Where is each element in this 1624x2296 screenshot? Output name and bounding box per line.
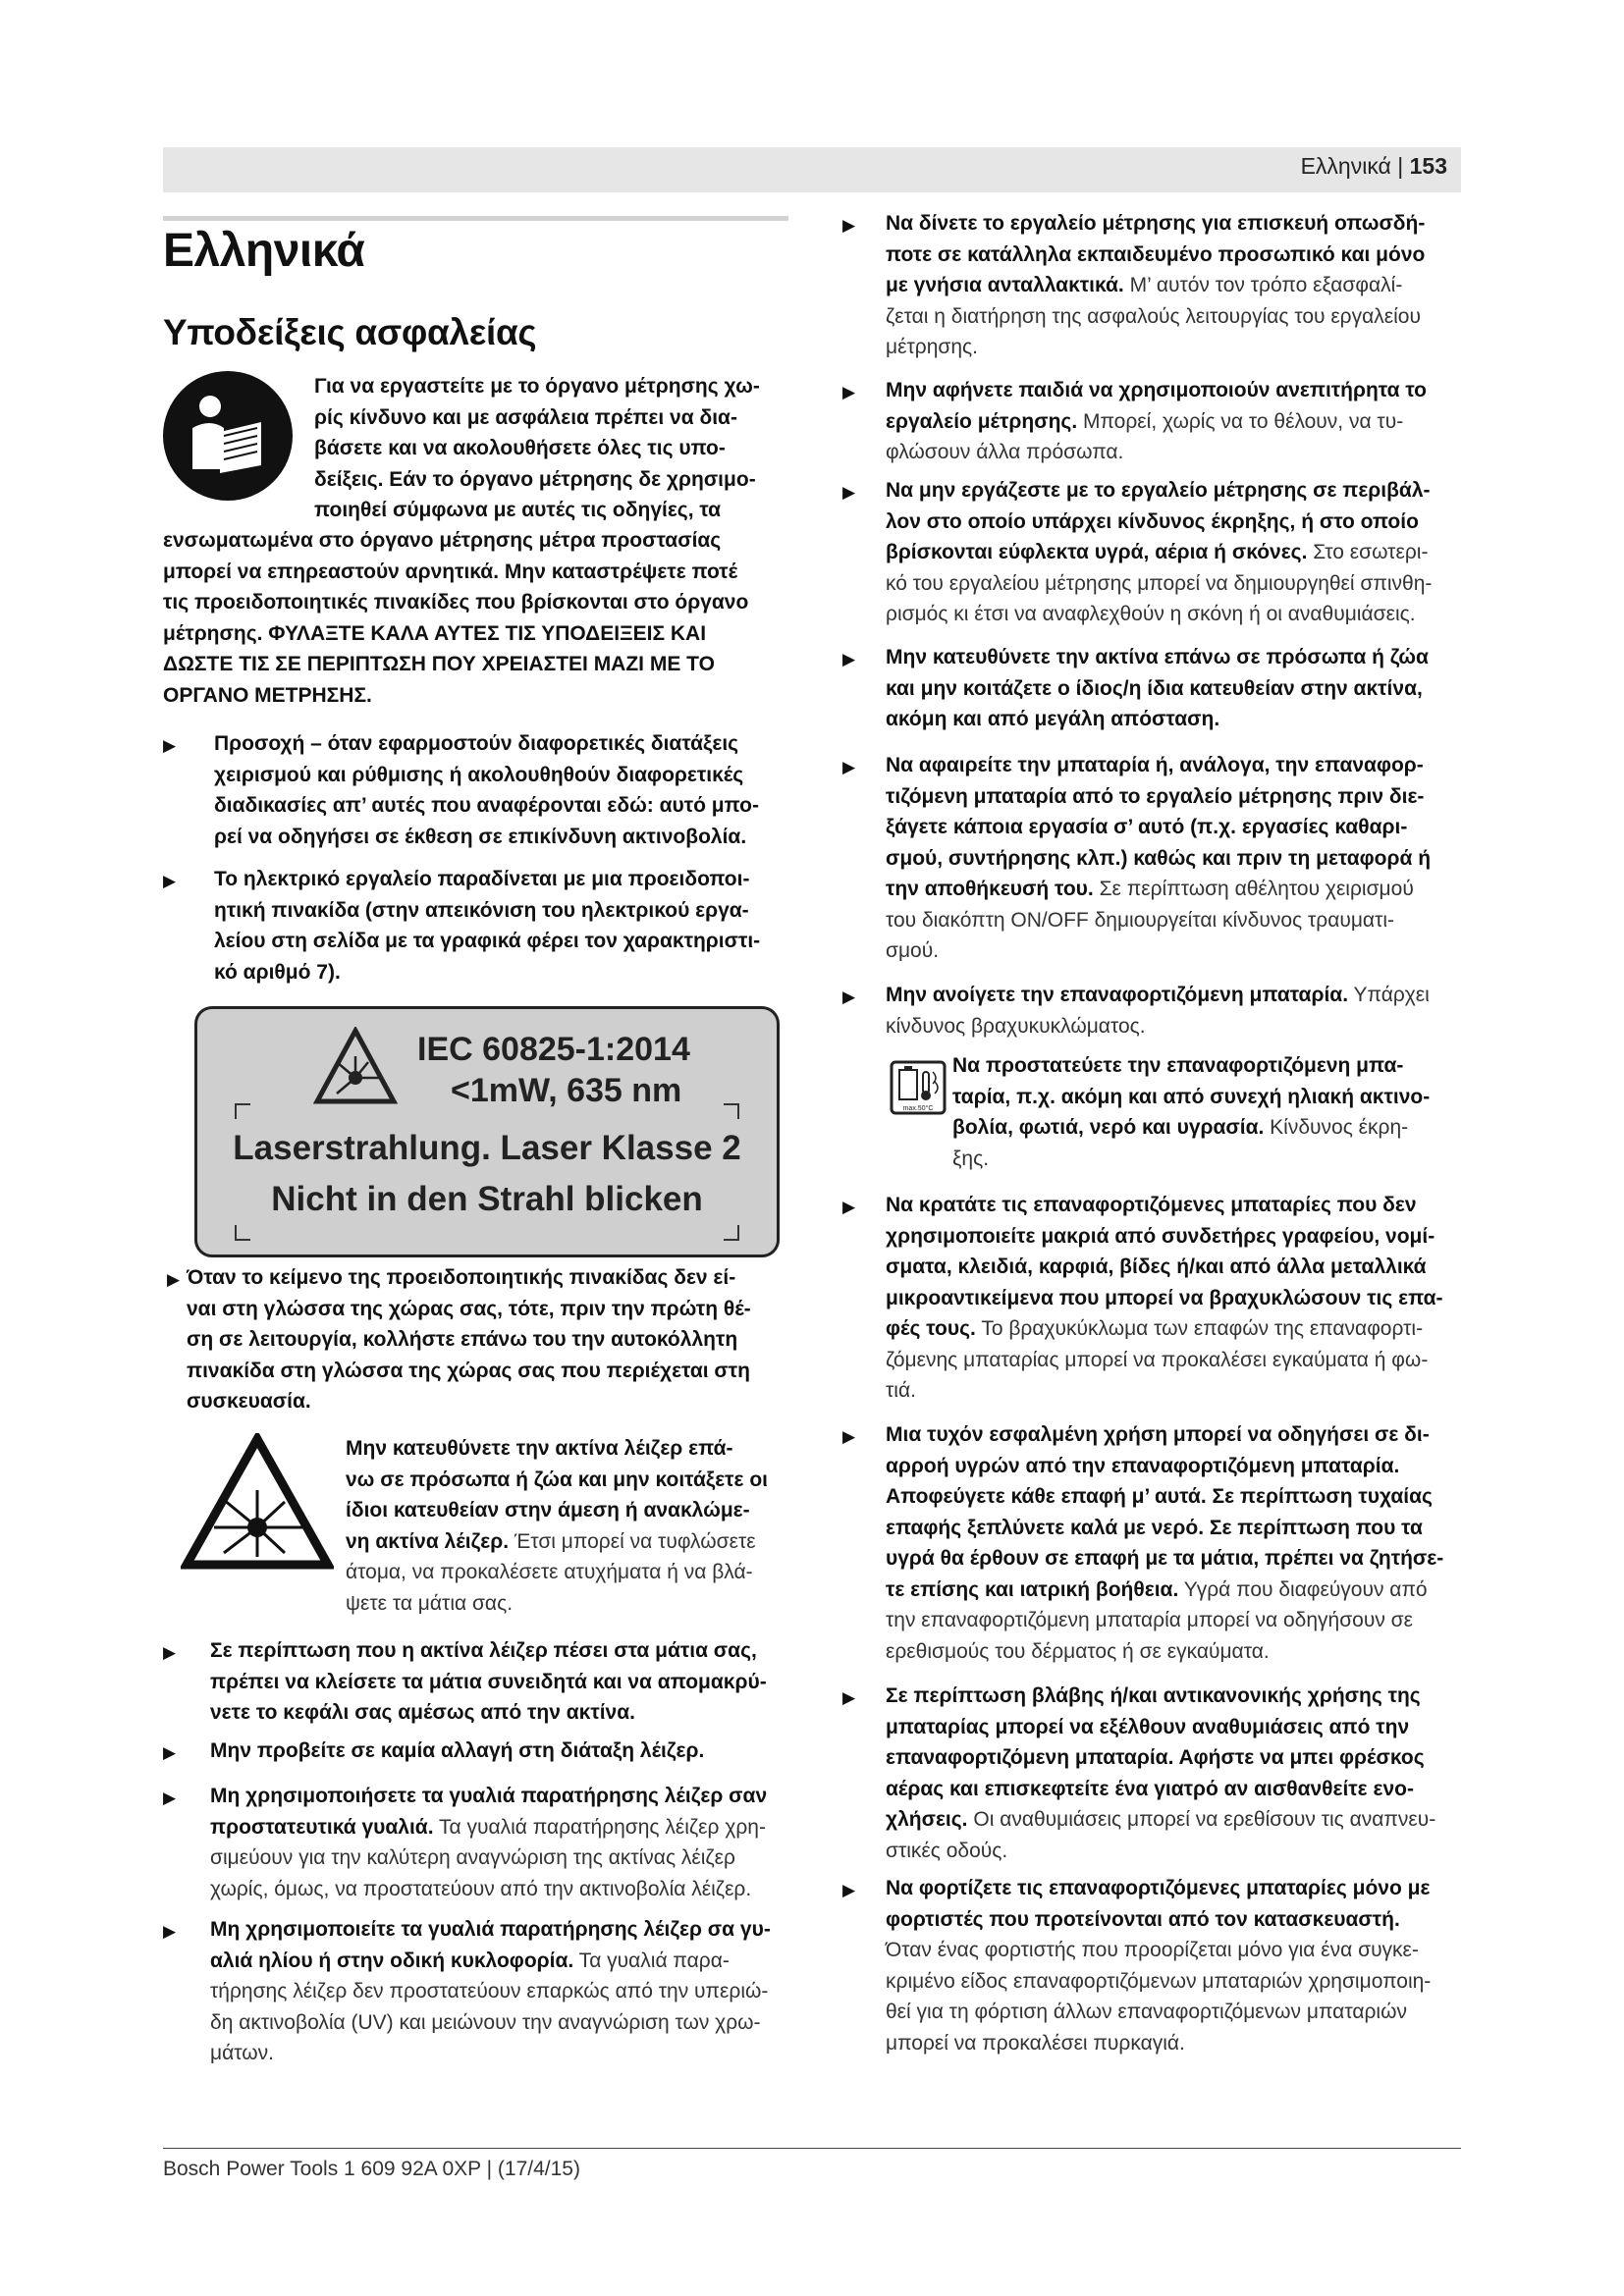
safety-bullet: ▶ Το ηλεκτρικό εργαλείο παραδίνεται με μια προειδοποι- ητική πινακίδα (στην απεικόνιση του ηλεκτρικού εργα- λείου στη σελίδα με τα γραφικά φέρει τον χαρακτηριστι- κό αριθμό 7). [163,868,761,984]
page-footer: Bosch Power Tools 1 609 92A 0XP | (17/4/15) [163,2158,580,2180]
safety-bullet: ▶ Να κρατάτε τις επαναφορτιζόμενες μπαταρίες που δεν χρησιμοποιείτε μακριά από συνδετήρες γραφείου, νομί- σματα, κλειδιά, καρφιά, βίδες ή/και από άλλα μεταλλικά μικροαντικείμενα που μπορεί να βραχυκλώσουν τις επα- φές τους. Το βραχυκύκλωμα των επαφών της επαναφορτι- ζόμενης μπαταρίας μπορεί να προκαλέσει εγκαύματα ή φω- τιά. [842,1194,1443,1402]
bullet-arrow-icon: ▶ [842,1881,856,1899]
bullet-arrow-icon: ▶ [842,650,856,668]
bullet-arrow-icon: ▶ [842,216,856,235]
bullet-arrow-icon: ▶ [163,872,177,890]
bullet-arrow-icon: ▶ [842,1427,856,1446]
page-header [1301,153,1447,180]
bullet-arrow-icon: ▶ [842,988,856,1006]
bullet-arrow-icon: ▶ [163,1789,177,1807]
safety-bullet: ▶ Να αφαιρείτε την μπαταρία ή, ανάλογα, την επαναφορ- τιζόμενη μπαταρία από το εργαλείο μέτρησης πριν διε- ξάγετε κάποια εργασία σ’ αυτό (π.χ. εργασίες καθαρι- σμού, συντήρησης κλπ.) καθώς και πριν τη μεταφορά ή την αποθήκευσή του. Σε περίπτωση αθέλητου χειρισμού του διακόπτη ON/OFF δημιουργείται κίνδυνος τραυματι- σμού. [842,754,1432,962]
bullet-arrow-icon: ▶ [163,1922,177,1941]
safety-bullet: ▶ Μην ανοίγετε την επαναφορτιζόμενη μπαταρία. Υπάρχει κίνδυνος βραχυκυκλώματος. [842,984,1430,1038]
laser-radiation-warning-icon [181,1433,334,1571]
section-subtitle: Υποδείξεις ασφαλείας [163,312,537,352]
label-standard: IEC 60825-1:2014 [417,1031,690,1068]
safety-bullet: ▶ Μην κατευθύνετε την ακτίνα επάνω σε πρόσωπα ή ζώα και μην κοιτάζετε ο ίδιος/η ίδια κατευθείαν στην ακτίνα, ακόμη και από μεγάλη απόσταση. [842,646,1429,730]
intro-paragraph: ενσωματωμένα στο όργανο μέτρησης μέτρα προστασίας μπορεί να επηρεαστούν αρνητικά. Μην καταστρέψετε ποτέ τις προειδοποιητικές πινακίδες που βρίσκονται στο όργανο μέτρησης. ΦΥΛΑΞΤΕ ΚΑΛΑ ΑΥΤΕΣ ΤΙΣ ΥΠΟΔΕΙΞΕΙΣ ΚΑΙ ΔΩΣΤΕ ΤΙΣ ΣΕ ΠΕΡΙΠΤΩΣΗ ΠΟΥ ΧΡΕΙΑΣΤΕΙ ΜΑΖΙ ΜΕ ΤΟ ΟΡΓΑΝΟ ΜΕΤΡΗΣΗΣ. [163,529,749,707]
safety-bullet: ▶ Να μην εργάζεστε με το εργαλείο μέτρησης σε περιβάλ- λον στο οποίο υπάρχει κίνδυνος έκρηξης, ή στο οποίο βρίσκονται εύφλεκτα υγρά, αέρια ή σκόνες. Στο εσωτερι- κό του εργαλείου μέτρησης μπορεί να δημιουργηθεί σπινθη- ρισμός κι έτσι να αναφλεχθούν η σκόνη ή οι αναθυμιάσεις. [842,479,1433,625]
safety-bullet: ▶ Να φορτίζετε τις επαναφορτιζόμενες μπαταρίες μόνο με φορτιστές που προτείνονται από τον κατασκευαστή. Όταν ένας φορτιστής που προορίζεται μόνο για ένα συγκε- κριμένο είδος επαναφορτιζόμενων μπαταριών χρησιμοποιη- θεί για τη φόρτιση άλλων επαναφορτιζόμενων μπαταριών μπορεί να προκαλέσει πυρκαγιά. [842,1877,1432,2055]
bullet-arrow-icon: ▶ [842,758,856,776]
safety-bullet: ▶ Να δίνετε το εργαλείο μέτρησης για επισκευή οπωσδή- ποτε σε κατάλληλα εκπαιδευμένο προσωπικό και μόνο με γνήσια ανταλλακτικά. Μ’ αυτόν τον τρόπο εξασφαλί- ζεται η διατήρηση της ασφαλούς λειτουργίας του εργαλείου μέτρησης. [842,212,1426,358]
laser-warning-paragraph: Μην κατευθύνετε την ακτίνα λέιζερ επά- νω σε πρόσωπα ή ζώα και μην κοιτάξετε οι ίδιοι κατευθείαν στην άμεση ή ανακλώμε- νη ακτίνα λέιζερ. Έτσι μπορεί να τυφλώσετε άτομα, να προκαλέσετε ατυχήματα ή να βλά- ψετε τα μάτια σας. [346,1437,769,1615]
header-language: Ελληνικά [1300,153,1391,179]
laser-warning-label [194,1006,780,1257]
label-corner-mark [724,1103,739,1119]
label-corner-mark [235,1225,250,1241]
safety-bullet: ▶ Μη χρησιμοποιείτε τα γυαλιά παρατήρησης λέιζερ σα γυ- αλιά ηλίου ή στην οδική κυκλοφορία. Τα γυαλιά παρα- τήρησης λέιζερ δεν προστατεύουν επαρκώς από την υπεριώ- δη ακτινοβολία (UV) και μειώνουν την αναγνώριση των χρω- μάτων. [163,1918,771,2064]
safety-bullet: ▶ Προσοχή – όταν εφαρμοστούν διαφορετικές διατάξεις χειρισμού και ρύθμισης ή ακολουθηθούν διαφορετικές διαδικασίες απ’ αυτές που αναφέρονται εδώ: αυτό μπο- ρεί να οδηγήσει σε έκθεση σε επικίνδυνη ακτινοβολία. [163,732,759,848]
max-temperature-text: max.50°C [902,1105,934,1112]
safety-bullet: ▶ Σε περίπτωση βλάβης ή/και αντικανονικής χρήσης της μπαταρίας μπορεί να εξέλθουν αναθυμιάσεις από την επαναφορτιζόμενη μπαταρία. Αφήστε να μπει φρέσκος αέρας και επισκεφτείτε ένα γιατρό αν αισθανθείτε ενο- χλήσεις. Οι αναθυμιάσεις μπορεί να ερεθίσουν τις αναπνευ- στικές οδούς. [842,1684,1436,1862]
read-manual-icon [163,371,293,501]
header-separator: | [1390,153,1410,179]
bullet-arrow-icon: ▶ [167,1270,181,1289]
page-number: 153 [1409,153,1447,179]
section-title: Ελληνικά [163,225,365,277]
bullet-arrow-icon: ▶ [842,1688,856,1707]
footer-rule [163,2148,1461,2149]
laser-warning-icon [313,1027,398,1105]
label-corner-mark [235,1103,250,1119]
header-band [163,147,1461,192]
bullet-arrow-icon: ▶ [842,483,856,502]
label-power: <1mW, 635 nm [451,1072,682,1109]
intro-paragraph-wrapped: Για να εργαστείτε με το όργανο μέτρησης χω- ρίς κίνδυνο και με ασφάλεια πρέπει να δια- βάσετε και να ακολουθήσετε όλες τις υπο- δείξεις. Εάν το όργανο μέτρησης δε χρησιμο- ποιηθεί σύμφωνα με αυτές τις οδηγίες, τα [314,375,760,521]
safety-bullet: ▶ Μην αφήνετε παιδιά να χρησιμοποιούν ανεπιτήρητα το εργαλείο μέτρησης. Μπορεί, χωρίς να το θέλουν, να τυ- φλώσουν άλλα πρόσωπα. [842,379,1427,463]
label-corner-mark [724,1225,739,1241]
safety-bullet: ▶ Μια τυχόν εσφαλμένη χρήση μπορεί να οδηγήσει σε δι- αρροή υγρών από την επαναφορτιζόμενη μπαταρία. Αποφεύγετε κάθε επαφή μ’ αυτά. Σε περίπτωση τυχαίας επαφής ξεπλύνετε καλά με νερό. Σε περίπτωση που τα υγρά θα έρθουν σε επαφή με τα μάτια, πρέπει να ζητήσε- τε επίσης και ιατρική βοήθεια. Υγρά που διαφεύγουν από την επαναφορτιζόμενη μπαταρία μπορεί να οδηγήσουν σε ερεθισμούς του δέρματος ή σε εγκαύματα. [842,1423,1444,1663]
bullet-arrow-icon: ▶ [842,383,856,401]
safety-bullet: ▶ Μην προβείτε σε καμία αλλαγή στη διάταξη λέιζερ. [163,1735,801,1767]
bullet-arrow-icon: ▶ [163,1643,177,1662]
title-rule [163,216,788,221]
label-class-text: Laserstrahlung. Laser Klasse 2 [233,1129,741,1167]
safety-bullet: ▶ Μη χρησιμοποιήσετε τα γυαλιά παρατήρησης λέιζερ σαν προστατευτικά γυαλιά. Τα γυαλιά παρατήρησης λέιζερ χρη- σιμεύουν για την καλύτερη αναγνώριση της ακτίνας λέιζερ χωρίς, όμως, να προστατεύουν από την ακτινοβολία λέιζερ. [163,1785,768,1900]
battery-heat-paragraph: Να προστατεύετε την επαναφορτιζόμενη μπα- ταρία, π.χ. ακόμη και από συνεχή ηλιακή ακτινο- βολία, φωτιά, νερό και υγρασία. Κίνδυνος έκρη- ξης. [952,1054,1431,1170]
bullet-arrow-icon: ▶ [163,1743,177,1762]
safety-bullet: ▶ Όταν το κείμενο της προειδοποιητικής πινακίδας δεν εί- ναι στη γλώσσα της χώρας σας, τότε, πριν την πρώτη θέ- ση σε λειτουργία, κολλήστε επάνω του την αυτοκόλλητη πινακίδα στη γλώσσα της χώρας σας που περιέχεται στη συσκευασία. [167,1266,751,1413]
bullet-arrow-icon: ▶ [163,736,177,755]
safety-bullet: ▶ Σε περίπτωση που η ακτίνα λέιζερ πέσει στα μάτια σας, πρέπει να κλείσετε τα μάτια συνειδητά και να απομακρύ- νετε το κεφάλι σας αμέσως από την ακτίνα. [163,1639,767,1724]
bullet-arrow-icon: ▶ [842,1198,856,1216]
label-warning-text: Nicht in den Strahl blicken [271,1180,703,1218]
battery-temperature-icon [890,1060,947,1115]
